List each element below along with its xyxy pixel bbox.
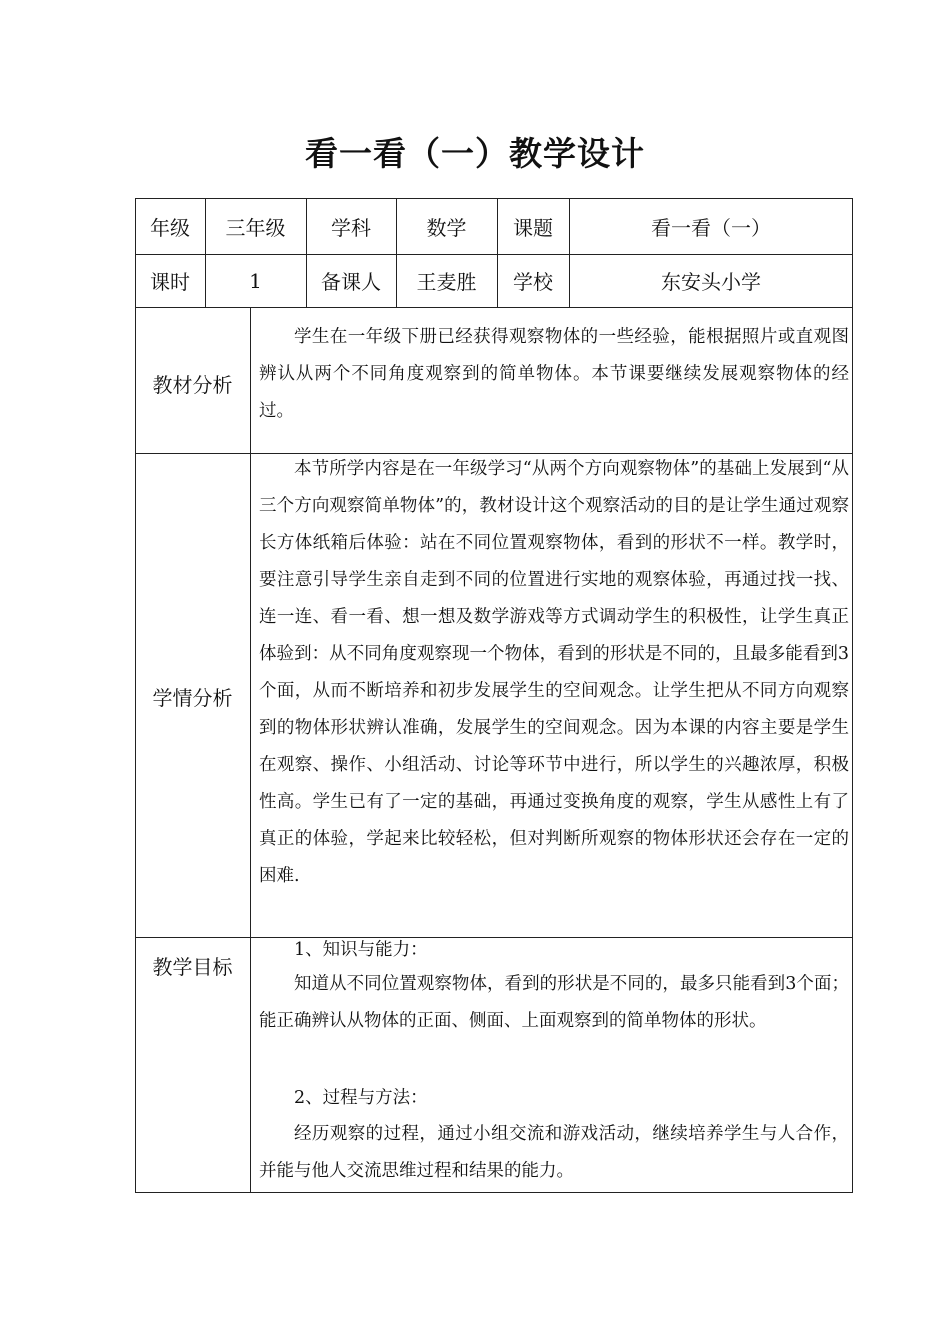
student-analysis-label: 学情分析: [152, 686, 233, 710]
topic-value: 看一看（一）: [651, 215, 771, 240]
preparer-value: 王麦胜: [416, 270, 477, 294]
topic-label: 课题: [513, 215, 553, 240]
material-analysis-label: 教材分析: [152, 373, 233, 397]
period-label: 课时: [150, 270, 190, 294]
teaching-goals-label: 教学目标: [152, 955, 233, 979]
subject-label: 学科: [331, 215, 371, 240]
goal-2-title: 2、过程与方法：: [294, 1088, 428, 1108]
row-divider: [135, 307, 853, 308]
goal-2-text: 经历观察的过程，通过小组交流和游戏活动，继续培养学生与人合作，并能与他人交流思维过程和结果的能力。: [259, 1124, 849, 1181]
preparer-label: 备课人: [321, 270, 381, 294]
period-value: 1: [249, 268, 262, 293]
subject-value: 数学: [426, 215, 467, 240]
goal-1-title: 1、知识与能力：: [294, 940, 428, 960]
student-analysis-text: 本节所学内容是在一年级学习“从两个方向观察物体”的基础上发展到“从三个方向观察简单物体”的，教材设计这个观察活动的目的是让学生通过观察长方体纸箱后体验：站在不同位置观察物体，看到的形状不一样。教学时，要注意引导学生亲自走到不同的位置进行实地的观察体验，再通过找一找、连一连、看一看、想一想及数学游戏等方式调动学生的积极性，让学生真正体验到：从不同角度观察现一个物体，看到的形状是不同的，且最多能看到3个面，从而不断培养和初步发展学生的空间观念。让学生把从不同方向观察到的物体形状辨认准确，发展学生的空间观念。因为本课的内容主要是学生在观察、操作、小组活动、讨论等环节中进行，所以学生的兴趣浓厚，积极性高。学生已有了一定的基础，再通过变换角度的观察，学生从感性上有了真正的体验，学起来比较轻松，但对判断所观察的物体形状还会存在一定的困难.: [259, 459, 849, 886]
material-analysis-text: 学生在一年级下册已经获得观察物体的一些经验，能根据照片或直观图辨认从两个不同角度观察到的简单物体。本节课要继续发展观察物体的经过。: [259, 327, 849, 421]
school-value: 东安头小学: [661, 270, 761, 294]
goal-1-text: 知道从不同位置观察物体，看到的形状是不同的，最多只能看到3个面；能正确辨认从物体的正面、侧面、上面观察到的简单物体的形状。: [259, 974, 849, 1031]
grade-value: 三年级: [225, 215, 286, 240]
page-title: 看一看（一）教学设计: [305, 134, 645, 173]
grade-label: 年级: [150, 215, 190, 240]
column-divider: [250, 307, 251, 1193]
school-label: 学校: [513, 270, 553, 294]
